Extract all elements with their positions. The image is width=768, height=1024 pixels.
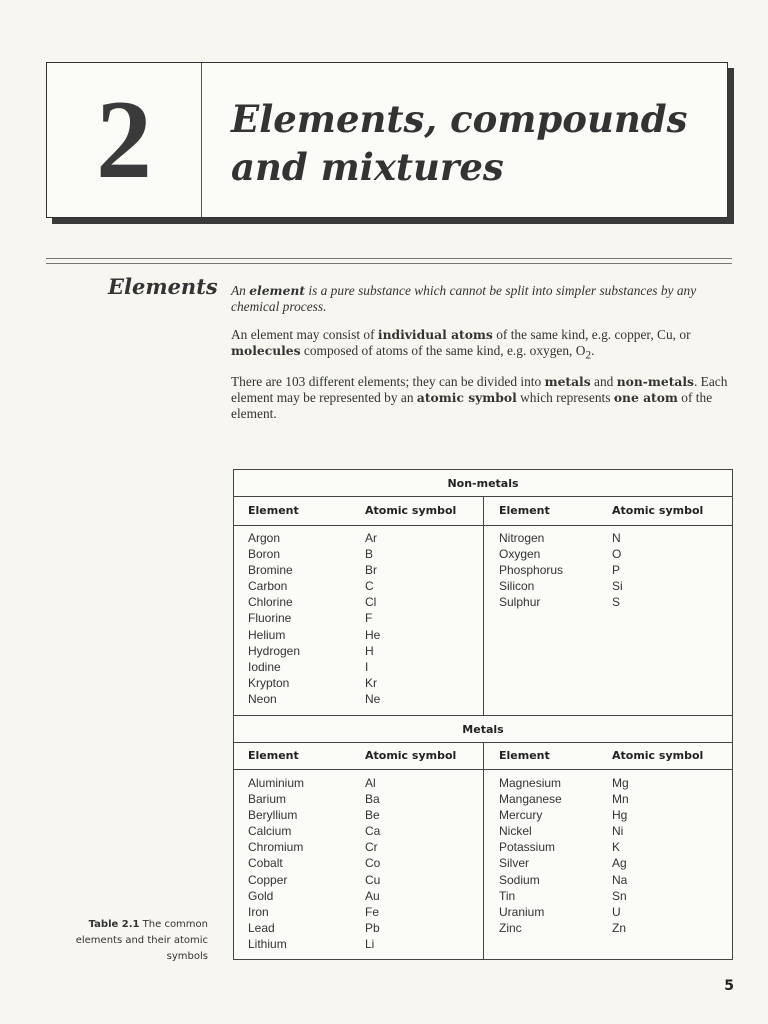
atomic-symbol-cell: Co (365, 856, 381, 871)
element-name-cell: Copper (248, 872, 288, 887)
element-name-cell: Krypton (248, 675, 290, 690)
term-one-atom: one atom (613, 389, 678, 405)
atomic-symbol-cell: He (365, 627, 381, 642)
element-name-cell: Tin (499, 888, 516, 903)
chapter-title (231, 95, 701, 191)
element-name-cell: Bromine (248, 563, 293, 578)
page-number: 5 (724, 978, 734, 994)
divider-rule-top (46, 258, 732, 259)
element-name-cell: Lithium (248, 936, 287, 951)
element-name-cell: Nitrogen (499, 531, 545, 545)
atomic-symbol-cell: Ag (612, 856, 627, 871)
term-element: element (249, 283, 306, 298)
chapter-number-cell (47, 63, 202, 217)
metals-element-list-right (499, 775, 562, 936)
atomic-symbol-cell: N (612, 531, 621, 545)
element-name-cell: Argon (248, 531, 281, 545)
chapter-number: 2 (96, 78, 152, 202)
metals-symbol-list-right (612, 775, 629, 936)
element-name-cell: Potassium (499, 840, 556, 855)
atomic-symbol-cell: B (365, 547, 374, 562)
table-column-divider (483, 742, 484, 959)
metals-symbol-header-right: Atomic symbol (612, 749, 704, 762)
nonmetals-symbol-list-right (612, 530, 623, 610)
element-name-cell: Phosphorus (499, 563, 564, 578)
table-caption (56, 917, 208, 965)
atomic-symbol-cell: Mg (612, 776, 629, 790)
atomic-symbol-cell: Be (365, 808, 380, 823)
element-name-cell: Calcium (248, 824, 292, 839)
atomic-symbol-cell: I (365, 659, 369, 674)
atomic-symbol-cell: C (365, 579, 374, 594)
atomic-symbol-cell: Mn (612, 792, 629, 807)
element-name-cell: Silver (499, 856, 530, 871)
term-metals: metals (544, 373, 591, 389)
element-name-cell: Silicon (499, 579, 535, 594)
element-name-cell: Nickel (499, 824, 532, 839)
metals-element-list-left (248, 775, 304, 952)
term-individual-atoms: individual atoms (377, 327, 493, 342)
element-name-cell: Aluminium (248, 776, 305, 790)
atomic-symbol-cell: Ba (365, 792, 380, 807)
term-non-metals: non-metals (616, 373, 694, 389)
atoms-molecules-paragraph: An element may consist of individual atoms of the same kind, e.g. copper, Cu, or molecules composed of atoms of the same kind, e.g. oxygen, $O_2$. (231, 327, 691, 362)
element-name-cell: Carbon (248, 579, 288, 594)
caption-label: Table 2.1 (88, 919, 140, 930)
atomic-symbol-cell: Fe (365, 904, 380, 919)
nonmetals-symbol-header-right: Atomic symbol (612, 504, 704, 517)
atomic-symbol-cell: Au (365, 888, 380, 903)
atomic-symbol-cell: Hg (612, 808, 628, 823)
atomic-symbol-cell: Sn (612, 888, 627, 903)
atomic-symbol-cell: H (365, 643, 374, 658)
element-name-cell: Iodine (248, 659, 281, 674)
element-name-cell: Mercury (499, 808, 543, 823)
term-molecules: molecules (231, 343, 301, 358)
element-name-cell: Sulphur (499, 595, 541, 610)
atomic-symbol-cell: Pb (365, 920, 380, 935)
element-name-cell: Zinc (499, 920, 522, 935)
atomic-symbol-cell: Si (612, 579, 623, 594)
element-name-cell: Magnesium (499, 776, 562, 790)
table-rule (234, 715, 732, 716)
section-heading: Elements (108, 274, 218, 299)
element-definition: An element is a pure substance which cannot be split into simpler substances by any chemical process. (231, 283, 697, 314)
divider-rule-bottom (46, 263, 732, 264)
element-name-cell: Gold (248, 888, 274, 903)
section-body (231, 283, 731, 432)
nonmetals-element-header-right: Element (499, 504, 550, 517)
atomic-symbol-cell: Ni (612, 824, 624, 839)
atomic-symbol-cell: Zn (612, 920, 627, 935)
nonmetals-element-list-left (248, 530, 300, 707)
metals-symbol-header-left: Atomic symbol (365, 749, 457, 762)
atomic-symbol-cell: Ne (365, 691, 381, 706)
elements-table (233, 469, 733, 960)
nonmetals-element-header-left: Element (248, 504, 299, 517)
atomic-symbol-cell: U (612, 904, 621, 919)
element-name-cell: Barium (248, 792, 287, 807)
nonmetals-title: Non-metals (447, 477, 519, 490)
atomic-symbol-cell: Kr (365, 675, 377, 690)
element-name-cell: Uranium (499, 904, 545, 919)
element-name-cell: Chromium (248, 840, 304, 855)
atomic-symbol-cell: Cu (365, 872, 381, 887)
element-name-cell: Boron (248, 547, 281, 562)
atomic-symbol-cell: K (612, 840, 621, 855)
metals-nonmetals-paragraph: There are 103 different elements; they can be divided into metals and non-metals. Each element may be represented by an atomic symbol which represents one atom of the element. (231, 373, 728, 421)
term-atomic-symbol: atomic symbol (416, 389, 517, 405)
atomic-symbol-cell: S (612, 595, 621, 610)
element-name-cell: Fluorine (248, 611, 292, 626)
atomic-symbol-cell: P (612, 563, 621, 578)
element-name-cell: Cobalt (248, 856, 283, 871)
table-column-divider (483, 496, 484, 715)
metals-element-header-right: Element (499, 749, 550, 762)
element-name-cell: Helium (248, 627, 286, 642)
chapter-title-line-1: Elements, compounds (231, 97, 688, 141)
atomic-symbol-cell: Cl (365, 595, 377, 610)
atomic-symbol-cell: F (365, 611, 373, 626)
chapter-title-line-2: and mixtures (231, 145, 504, 189)
nonmetals-element-list-right (499, 530, 563, 610)
element-name-cell: Manganese (499, 792, 562, 807)
metals-symbol-list-left (365, 775, 380, 952)
atomic-symbol-cell: Li (365, 936, 375, 951)
element-name-cell: Sodium (499, 872, 540, 887)
element-name-cell: Beryllium (248, 808, 298, 823)
metals-element-header-left: Element (248, 749, 299, 762)
atomic-symbol-cell: Na (612, 872, 628, 887)
element-name-cell: Lead (248, 920, 275, 935)
element-name-cell: Oxygen (499, 547, 541, 562)
caption-text: The common elements and their atomic symbols (75, 919, 208, 962)
atomic-symbol-cell: Al (365, 776, 376, 790)
atomic-symbol-cell: Ca (365, 824, 381, 839)
atomic-symbol-cell: O (612, 547, 622, 562)
nonmetals-symbol-header-left: Atomic symbol (365, 504, 457, 517)
atomic-symbol-cell: Cr (365, 840, 378, 855)
element-name-cell: Chlorine (248, 595, 293, 610)
atomic-symbol-cell: Ar (365, 531, 377, 545)
element-name-cell: Iron (248, 904, 269, 919)
element-name-cell: Neon (248, 691, 277, 706)
metals-title: Metals (462, 723, 504, 736)
chapter-header-box (46, 62, 728, 218)
nonmetals-symbol-list-left (365, 530, 380, 707)
element-name-cell: Hydrogen (248, 643, 301, 658)
atomic-symbol-cell: Br (365, 563, 377, 578)
